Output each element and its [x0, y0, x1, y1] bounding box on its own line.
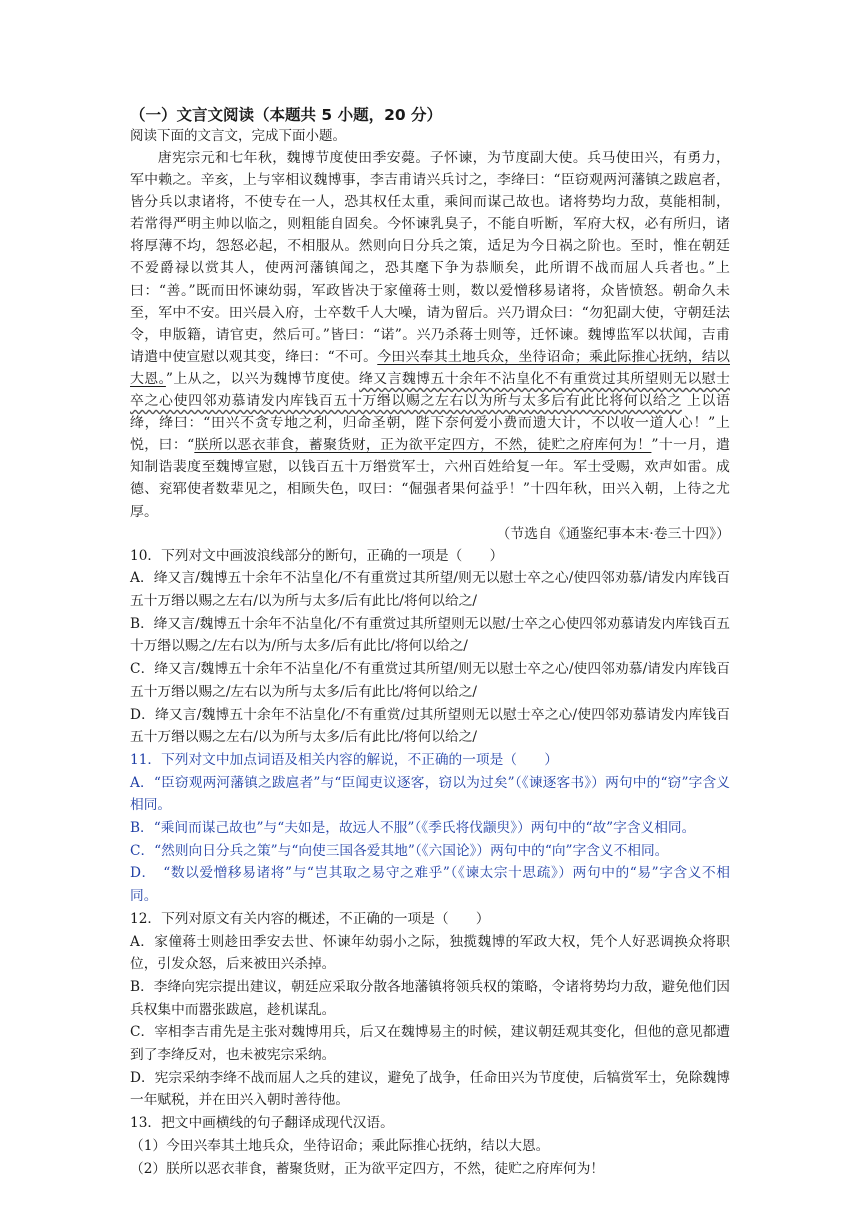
question-stem: 10．下列对文中画波浪线部分的断句，正确的一项是（ ）: [130, 547, 504, 564]
option-a: A．“臣窃观两河藩镇之跋扈者”与“臣闻吏议逐客，窃以为过矣”（《谏逐客书》）两句中的“窃”字含义相同。: [130, 774, 730, 814]
option-c: C．绛又言/魏博五十余年不沾皇化/不有重赏过其所望/则无以慰士卒之心/使四邻劝慕/请发内库钱百五十万缗以赐之/左右以为所与太多/后有此比/将何以给之/: [130, 661, 730, 700]
instruction-text: 阅读下面的文言文，完成下面小题。: [130, 128, 346, 144]
option-c: C．“然则向日分兵之策”与“向使三国各爱其地”（《六国论》）两句中的“向”字含义不相同。: [130, 842, 669, 859]
translation-item-2: （2）朕所以恶衣菲食，蓄聚货财，正为欲平定四方，不然，徒贮之府库何为！: [130, 1160, 605, 1177]
question-11: [130, 749, 730, 908]
underlined-sentence-2: 朕所以恶衣菲食，蓄聚货财，正为欲平定四方，不然，徒贮之府库何为！: [194, 437, 652, 454]
passage-text: 上以语绛，绛曰：“田兴不贪专地之利，归命圣朝，陛下奈何爱小费而遗大计，不以收一道人心！”上悦，曰：“: [130, 393, 730, 454]
question-stem: 13．把文中画横线的句子翻译成现代汉语。: [130, 1115, 394, 1132]
question-12: [130, 908, 730, 1112]
question-13: [130, 1112, 730, 1180]
option-b: B．李绛向宪宗提出建议，朝廷应采取分散各地藩镇将领兵权的策略，令诸将势均力敌，避免他们因兵权集中而嚣张跋扈，趁机谋乱。: [130, 978, 730, 1018]
option-c: C．宰相李吉甫先是主张对魏博用兵，后又在魏博易主的时候，建议朝廷观其变化，但他的意见都遭到了李绛反对，也未被宪宗采纳。: [130, 1024, 730, 1064]
exam-page: [130, 104, 730, 1180]
translation-item-1: （1）今田兴奉其土地兵众，坐待诏命；乘此际推心抚纳，结以大恩。: [130, 1137, 550, 1154]
option-b: B．绛又言/魏博五十余年不沾皇化/不有重赏过其所望则无以慰/士卒之心使四邻劝慕请发内库钱百五十万缗以赐之/左右以为/所与太多/后有此比/将何以给之/: [130, 615, 730, 655]
underlined-sentence-1: 今田兴奉其土地兵众，坐待诏命；乘此际推心抚纳，结以大恩。: [130, 348, 730, 387]
option-a: A．家僮蒋士则趁田季安去世、怀谏年幼弱小之际，独揽魏博的军政大权，凭个人好恶调换众将职位，引发众怒，后来被田兴杀掉。: [130, 933, 730, 973]
option-d: D．绛又言/魏博五十余年不沾皇化/不有重赏/过其所望则无以慰士卒之心/使四邻劝慕请发内库钱百五十万缗以赐之左右/以为所与太多/后有此比/将何以给之/: [130, 706, 730, 746]
question-10: [130, 545, 730, 749]
passage-text: ”十一月，遣知制诰裴度至魏博宣慰，以钱百五十万缗赏军士，六州百姓给复一年。军士受赐，欢声如雷。成德、兖郓使者数辈见之，相顾失色，叹曰：“倔强者果何益乎！”十四年秋，田兴入朝，上待之尤厚。: [130, 437, 731, 520]
section-title: （一）文言文阅读（本题共 5 小题，20 分）: [130, 106, 443, 124]
question-stem: 11．下列对文中加点词语及相关内容的解说，不正确的一项是（ ）: [130, 751, 559, 768]
classical-passage: [130, 147, 730, 523]
option-d: D． “数以爱憎移易诸将”与“岂其取之易守之难乎”（《谏太宗十思疏》）两句中的“易”字含义不相同。: [130, 865, 730, 905]
passage-text: ”上从之，以兴为魏博节度使。: [165, 370, 360, 387]
passage-text: 唐宪宗元和七年秋，魏博节度使田季安薨。子怀谏，为节度副大使。兵马使田兴，有勇力，军中赖之。辛亥，上与宰相议魏博事，李吉甫请兴兵讨之，李绛曰：“臣窃观两河藩镇之跋扈者，皆分兵以隶诸将，不使专在一人，恐其权任太重，乘间而谋己故也。诸将势均力敌，莫能相制，若常得严明主帅以临之，则粗能自固矣。今怀谏乳臭子，不能自听断，军府大权，必有所归，诸将厚薄不均，怨怒必起，不相服从。然则向日分兵之策，适足为今日祸之阶也。至时，惟在朝廷不爱爵禄以赏其人，使两河藩镇闻之，恐其麾下争为恭顺矣，此所谓不战而屈人兵者也。”上曰：“善。”既而田怀谏幼弱，军政皆决于家僮蒋士则，数以爱憎移易诸将，众皆愤怒。朝命久未至，军中不安。田兴晨入府，士卒数千人大噪，请为留后。兴乃谓众曰：“勿犯副大使，守朝廷法令，申版籍，请官吏，然后可。”皆曰：“诺”。兴乃杀蒋士则等，迁怀谏。魏博监军以状闻，吉甫请遣中使宣慰以观其变，绛曰：“不可。: [130, 150, 730, 365]
option-b: B．“乘间而谋己故也”与“夫如是，故远人不服”（《季氏将伐颛臾》）两句中的“故”字含义相同。: [130, 820, 696, 837]
option-d: D．宪宗采纳李绛不战而屈人之兵的建议，避免了战争，任命田兴为节度使，后犒赏军士，免除魏博一年赋税，并在田兴入朝时善待他。: [130, 1069, 730, 1109]
question-stem: 12．下列对原文有关内容的概述，不正确的一项是（ ）: [130, 910, 490, 927]
wavy-underlined-sentence: 绛又言魏博五十余年不沾皇化不有重赏过其所望则无以慰士卒之心使四邻劝慕请发内库钱百五十万缗以赐之左右以为所与太多后有此比将何以给之: [130, 370, 730, 410]
source-citation: （节选自《通鉴纪事本末·卷三十四》）: [496, 525, 730, 542]
option-a: A．绛又言/魏博五十余年不沾皇化/不有重赏过其所望/则无以慰士卒之心/使四邻劝慕/请发内库钱百五十万缗以赐之左右/以为所与太多/后有此比/将何以给之/: [130, 570, 730, 609]
